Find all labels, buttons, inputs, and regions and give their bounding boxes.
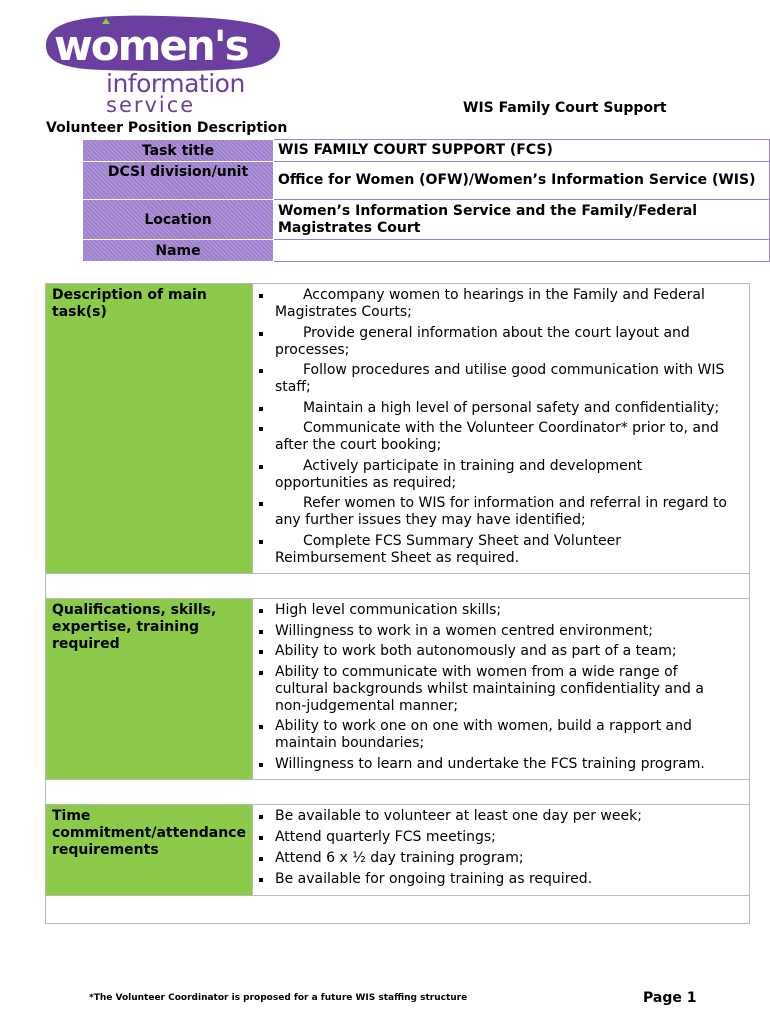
info-row-division <box>83 162 770 200</box>
list-item: Willingness to work in a women centred environment; <box>259 623 735 640</box>
logo-line-service: service <box>106 93 196 117</box>
logo-word-graphic <box>44 14 284 76</box>
list-item: Ability to work one on one with women, build a rapport and maintain boundaries; <box>259 718 735 752</box>
logo-line-information: information <box>106 69 245 98</box>
list-item: Willingness to learn and undertake the FCS training program. <box>259 756 735 773</box>
list-item: Accompany women to hearings in the Family and Federal Magistrates Courts; <box>259 287 735 321</box>
info-value: WIS FAMILY COURT SUPPORT (FCS) <box>274 140 770 162</box>
qualifications-list <box>259 602 735 773</box>
info-value: Office for Women (OFW)/Women’s Information Service (WIS) <box>274 162 770 200</box>
section-row-time <box>46 805 750 896</box>
list-item: Complete FCS Summary Sheet and Volunteer Reimbursement Sheet as required. <box>259 533 735 567</box>
spacer-row <box>46 780 750 805</box>
list-item: Provide general information about the court layout and processes; <box>259 325 735 359</box>
list-item: Attend 6 x ½ day training program; <box>259 850 735 867</box>
name-field[interactable] <box>274 240 770 262</box>
info-row-name <box>83 240 770 262</box>
spacer-row <box>46 896 750 924</box>
list-item: Communicate with the Volunteer Coordinator* prior to, and after the court booking; <box>259 420 735 454</box>
info-label: Location <box>83 200 274 240</box>
list-item: Attend quarterly FCS meetings; <box>259 829 735 846</box>
section-label: Qualifications, skills, expertise, training required <box>46 599 253 780</box>
list-item: Be available to volunteer at least one day per week; <box>259 808 735 825</box>
section-label: Description of main task(s) <box>46 284 253 574</box>
doc-title: Volunteer Position Description <box>46 120 288 136</box>
list-item: Ability to work both autonomously and as part of a team; <box>259 643 735 660</box>
footnote: *The Volunteer Coordinator is proposed for a future WIS staffing structure <box>89 993 468 1003</box>
info-label: Task title <box>83 140 274 162</box>
list-item: Ability to communicate with women from a wide range of cultural backgrounds whilst maintaining confidentiality and a non-judgemental manner; <box>259 664 735 715</box>
info-label: DCSI division/unit <box>83 162 274 200</box>
section-row-qualifications <box>46 599 750 780</box>
wis-logo <box>44 14 284 116</box>
list-item: Maintain a high level of personal safety and confidentiality; <box>259 400 735 417</box>
info-table <box>82 139 770 262</box>
spacer-row <box>46 574 750 599</box>
task-list <box>259 287 735 567</box>
list-item: Refer women to WIS for information and referral in regard to any further issues they may have identified; <box>259 495 735 529</box>
time-list <box>259 808 735 888</box>
list-item: High level communication skills; <box>259 602 735 619</box>
list-item: Follow procedures and utilise good communication with WIS staff; <box>259 362 735 396</box>
info-value: Women’s Information Service and the Family/Federal Magistrates Court <box>274 200 770 240</box>
header-title: WIS Family Court Support <box>463 100 667 116</box>
logo-word: women's <box>54 21 248 70</box>
info-label: Name <box>83 240 274 262</box>
section-label: Time commitment/attendance requirements <box>46 805 253 896</box>
info-row-task-title <box>83 140 770 162</box>
info-row-location <box>83 200 770 240</box>
section-row-tasks <box>46 284 750 574</box>
page-number: Page 1 <box>643 990 697 1006</box>
list-item: Actively participate in training and development opportunities as required; <box>259 458 735 492</box>
list-item: Be available for ongoing training as required. <box>259 871 735 888</box>
description-table <box>45 283 750 924</box>
